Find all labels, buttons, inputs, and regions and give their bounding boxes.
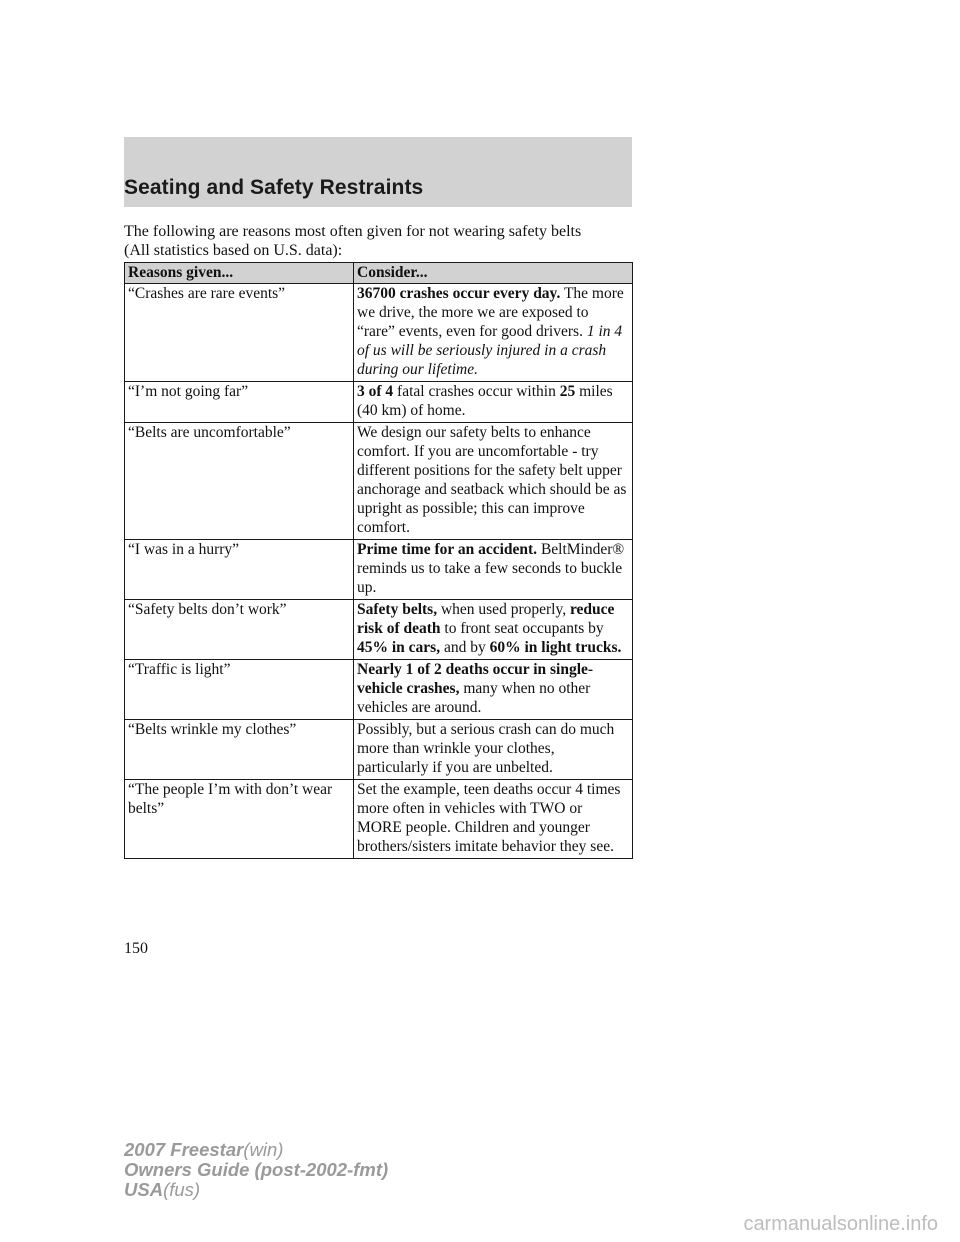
reason-cell: “Traffic is light” xyxy=(125,660,354,720)
document-footer xyxy=(124,1140,388,1200)
reason-cell: “Belts wrinkle my clothes” xyxy=(125,720,354,780)
consider-text: reminds us to take a few seconds to buckle up. xyxy=(357,560,623,596)
consider-cell xyxy=(354,382,633,423)
intro-line-2: (All statistics based on U.S. data): xyxy=(124,242,343,259)
intro-line-1: The following are reasons most often given for not wearing safety belts xyxy=(124,223,582,240)
reason-cell: “Crashes are rare events” xyxy=(125,284,354,382)
footer-model: 2007 Freestar xyxy=(124,1139,244,1160)
reason-cell: “The people I’m with don’t wear belts” xyxy=(125,780,354,859)
watermark: carmanualsonline.info xyxy=(743,1213,938,1235)
footer-model-code: (win) xyxy=(243,1139,284,1160)
consider-text: 60% in light trucks. xyxy=(489,639,622,656)
table-row xyxy=(125,423,633,540)
footer-line-1 xyxy=(124,1140,388,1160)
footer-line-2 xyxy=(124,1160,388,1180)
reason-cell: “I was in a hurry” xyxy=(125,540,354,600)
consider-text: Safety belts, xyxy=(357,601,438,618)
reason-cell: “I’m not going far” xyxy=(125,382,354,423)
consider-cell xyxy=(354,720,633,780)
consider-text: to front seat occupants by xyxy=(444,620,604,637)
consider-text: and by xyxy=(443,639,486,656)
page-number: 150 xyxy=(124,940,148,957)
reason-cell: “Belts are uncomfortable” xyxy=(125,423,354,540)
consider-cell xyxy=(354,284,633,382)
consider-text: Prime time for an accident. xyxy=(357,541,538,558)
consider-text: 3 of 4 xyxy=(357,383,394,400)
footer-market-code: (fus) xyxy=(163,1179,201,1200)
consider-cell xyxy=(354,540,633,600)
table-header-row xyxy=(125,263,633,284)
section-title: Seating and Safety Restraints xyxy=(124,176,424,199)
consider-text: 36700 crashes occur every day. xyxy=(357,285,561,302)
table-row xyxy=(125,600,633,660)
table-row xyxy=(125,284,633,382)
column-header-consider: Consider... xyxy=(354,263,633,284)
consider-text: The more we drive, the more we are exposed to “rare” events, even for good drivers. xyxy=(357,285,624,340)
table-row xyxy=(125,540,633,600)
table-row xyxy=(125,382,633,423)
consider-text: We design our safety belts to enhance comfort. If you are uncomfortable - try different positions for the safety belt upper anchorage and seatback which should be as upright as possible; this can improve comfort. xyxy=(357,424,627,536)
consider-text: Set the example, teen deaths occur 4 times more often in vehicles with TWO or MORE people. Children and younger brothers/sisters imitate behavior they see. xyxy=(357,781,621,855)
consider-text: miles (40 km) of home. xyxy=(357,383,613,419)
footer-market: USA xyxy=(124,1179,164,1200)
consider-cell xyxy=(354,600,633,660)
consider-cell xyxy=(354,423,633,540)
column-header-reasons: Reasons given... xyxy=(125,263,354,284)
consider-text: BeltMinder® xyxy=(540,541,625,558)
footer-line-3 xyxy=(124,1180,388,1200)
consider-text: 45% in cars, xyxy=(357,639,441,656)
consider-text: Nearly 1 of 2 deaths occur in single-vehicle crashes, xyxy=(357,661,594,697)
reasons-table xyxy=(124,262,633,859)
footer-guide: Owners Guide (post-2002-fmt) xyxy=(124,1159,389,1180)
consider-text: 25 xyxy=(559,383,576,400)
table-body xyxy=(125,284,633,859)
reason-cell: “Safety belts don’t work” xyxy=(125,600,354,660)
consider-text: 1 in 4 of us will be seriously injured in a crash during our lifetime. xyxy=(357,323,623,378)
table-row xyxy=(125,780,633,859)
table-row xyxy=(125,720,633,780)
consider-cell xyxy=(354,660,633,720)
intro-paragraph xyxy=(124,222,644,260)
consider-cell xyxy=(354,780,633,859)
consider-text: reduce risk of death xyxy=(357,601,615,637)
consider-text: fatal crashes occur within xyxy=(397,383,556,400)
consider-text: Possibly, but a serious crash can do much more than wrinkle your clothes, particularly if you are unbelted. xyxy=(357,721,615,776)
consider-text: many when no other vehicles are around. xyxy=(357,680,591,716)
consider-text: when used properly, xyxy=(440,601,567,618)
table-row xyxy=(125,660,633,720)
